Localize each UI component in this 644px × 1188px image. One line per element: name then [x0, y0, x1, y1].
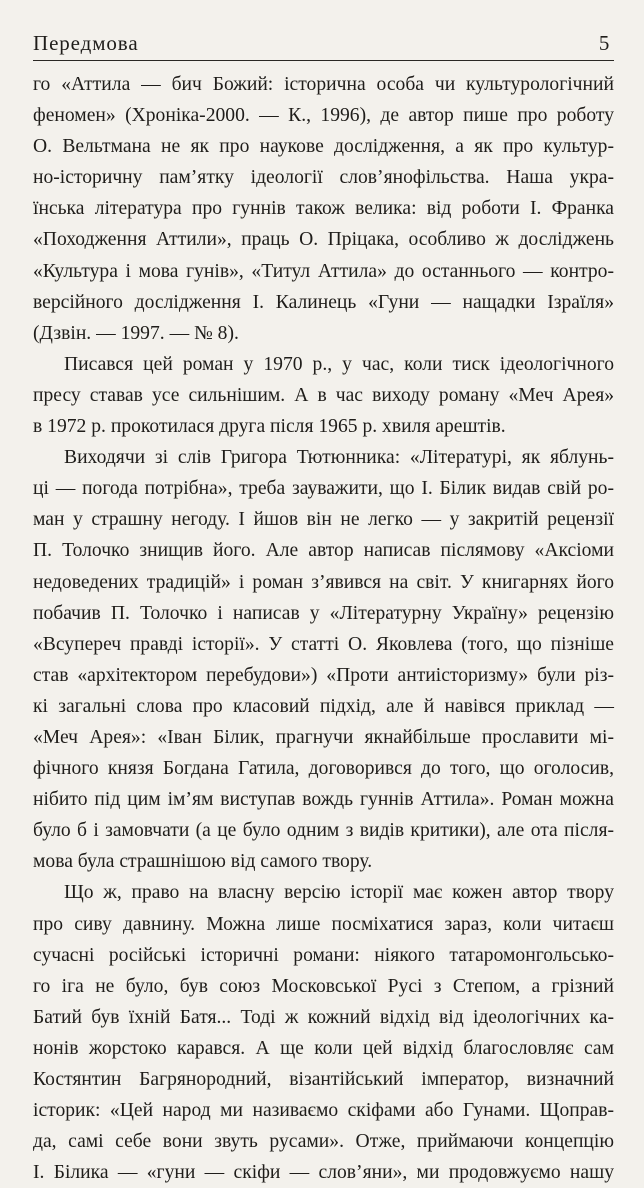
text-line: їнська література про гуннів також велика: від роботи І. Франка [33, 198, 614, 220]
text-line: версійного дослідження І. Калинець «Гуни — нащадки Ізраїля» [33, 291, 614, 313]
paragraph [33, 69, 614, 349]
text-line: го «Аттила — бич Божий: історична особа чи культурологічний [33, 74, 614, 95]
section-title: Передмова [33, 31, 139, 55]
text-line: «Всупереч правді історії». У статті О. Яковлева (того, що пізніше [33, 633, 614, 655]
text-line: феномен» (Хроніка-2000. — К., 1996), де автор пише про роботу [33, 105, 614, 127]
body-text [33, 69, 614, 1188]
text-line: О. Вельтмана не як про наукове дослідження, а як про культур- [33, 136, 614, 158]
running-header [33, 30, 614, 61]
text-line: но-історичну пам’ятку ідеології слов’янофільства. Наша укра- [33, 167, 614, 189]
paragraph [33, 442, 614, 877]
text-line: сучасні російські історичні романи: ніякого татаромонгольсько- [33, 944, 614, 966]
text-line: «Меч Арея»: «Іван Білик, прагнучи якнайбільше прославити мі- [33, 726, 614, 748]
text-line: про сиву давнину. Можна лише посміхатися зараз, коли читаєш [33, 913, 614, 935]
text-line: мова була страшнішою від самого твору. [33, 851, 373, 873]
text-line: став «архітектором перебудови») «Проти антиісторизму» були різ- [33, 664, 614, 686]
text-line: фічного князя Богдана Гатила, договорився до того, що оголосив, [33, 758, 614, 780]
text-line: (Дзвін. — 1997. — № 8). [33, 322, 239, 344]
text-line: Батий був їхній Батя... Тоді ж кожний відхід від ідеологічних ка- [33, 1006, 614, 1028]
text-line: побачив П. Толочко і написав у «Літературну Україну» рецензію [33, 602, 614, 624]
text-line: пресу ставав усе сильнішим. А в час виходу роману «Меч Арея» [33, 384, 614, 406]
text-line: «Походження Аттили», праць О. Пріцака, особливо ж досліджень [33, 229, 614, 251]
text-line: недоведених традицій» і роман з’явився на світ. У книгарнях його [33, 571, 614, 593]
text-line: Що ж, право на власну версію історії має кожен автор твору [64, 882, 614, 904]
text-line: нібито під цим ім’ям виступав вождь гуннів Аттила». Роман можна [33, 789, 614, 811]
text-line: да, самі себе вони звуть русами». Отже, приймаючи концепцію [33, 1131, 614, 1153]
text-line: Писався цей роман у 1970 р., у час, коли тиск ідеологічного [64, 353, 614, 375]
paragraph [33, 349, 614, 442]
text-line: П. Толочко знищив його. Але автор написав післямову «Аксіоми [33, 540, 614, 562]
paragraph [33, 877, 614, 1188]
text-line: го іга не було, був союз Московської Русі з Степом, а грізний [33, 975, 614, 997]
text-line: «Культура і мова гунів», «Титул Аттила» до останнього — контро- [33, 260, 614, 282]
text-line: історик: «Цей народ ми називаємо скіфами або Гунами. Щоправ- [33, 1100, 614, 1122]
text-line: Костянтин Багрянородний, візантійський імператор, визначний [33, 1069, 614, 1090]
text-line: кі загальні слова про класовий підхід, але й навівся приклад — [33, 695, 614, 717]
page-number: 5 [598, 31, 610, 55]
text-line: Виходячи зі слів Григора Тютюнника: «Літературі, як яблунь- [64, 447, 614, 469]
text-line: було б і замовчати (а це було одним з видів критики), але ота після- [33, 820, 614, 842]
text-line: ці — погода потрібна», треба зауважити, що І. Білик видав свій ро- [33, 478, 614, 500]
text-line: ман у страшну негоду. І йшов він не легко — у закритій рецензії [33, 509, 614, 531]
text-line: нонів жорстоко карався. А ще коли цей відхід благословляє сам [33, 1037, 614, 1059]
text-line: в 1972 р. прокотилася друга після 1965 р. хвиля арештів. [33, 416, 506, 438]
text-line: І. Білика — «гуни — скіфи — слов’яни», ми продовжуємо нашу [33, 1162, 614, 1184]
